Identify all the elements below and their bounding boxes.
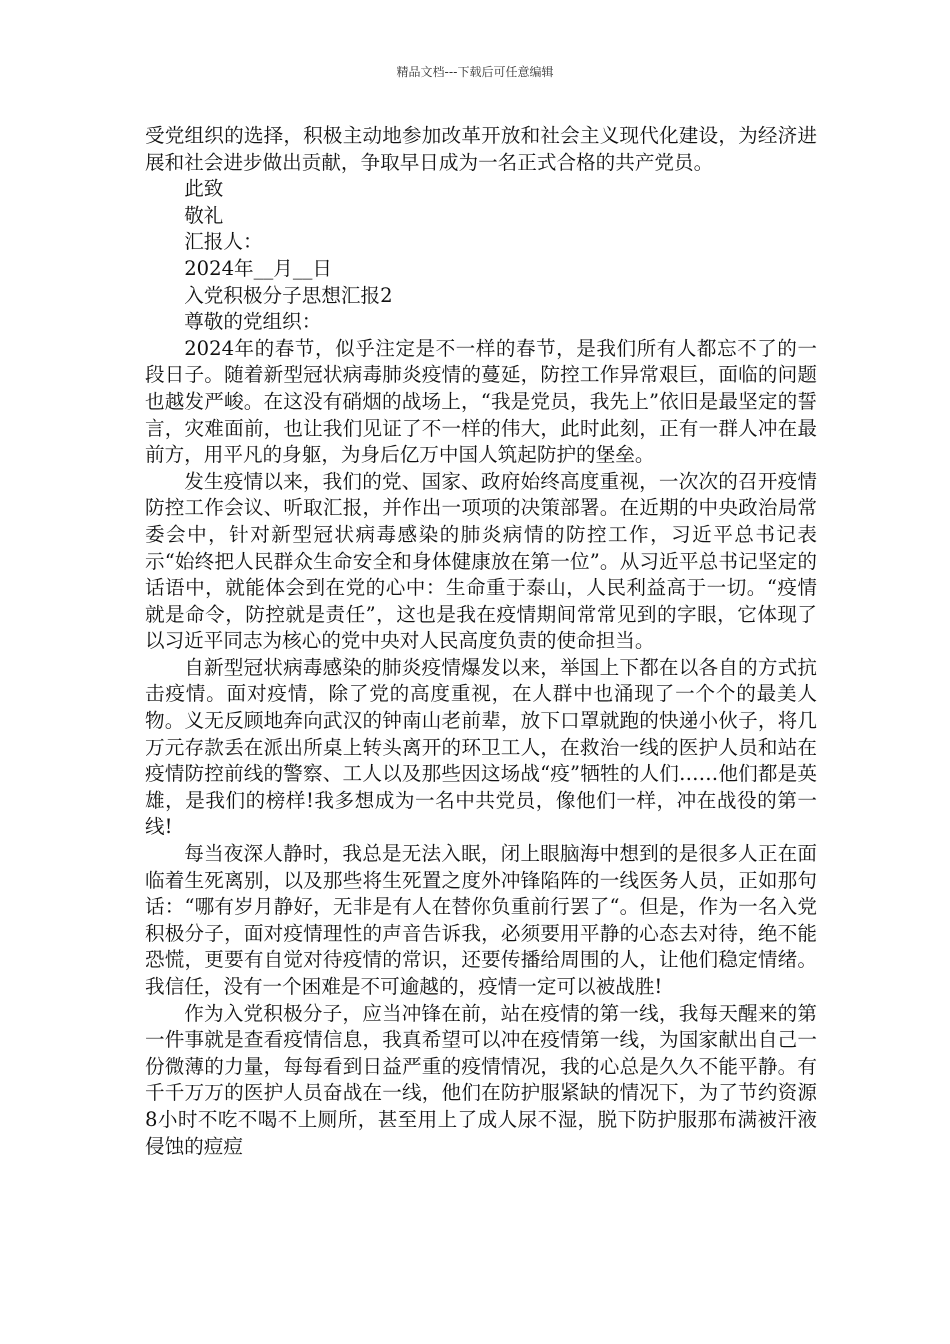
- report-date: 2024年__月__日: [184, 256, 333, 280]
- document-body: [145, 123, 817, 1160]
- paragraph-spring-festival: 2024年的春节，似乎注定是不一样的春节，是我们所有人都忘不了的一段日子。随着新型冠状病毒肺炎疫情的蔓延，防控工作异常艰巨，面临的问题也越发严峻。在这没有硝烟的战场上，“我是党员，我先上”依旧是最坚定的誓言，灾难面前，也让我们见证了不一样的伟大，此时此刻，正有一群人冲在最前方，用平凡的身躯，为身后亿万中国人筑起防护的堡垒。: [145, 336, 817, 467]
- paragraph-reflection: 每当夜深人静时，我总是无法入眠，闭上眼脑海中想到的是很多人正在面临着生死离别，以及那些将生死置之度外冲锋陷阵的一线医务人员，正如那句话：“哪有岁月静好，无非是有人在替你负重前行罢了“。但是，作为一名入党积极分子，面对疫情理性的声音告诉我，必须要用平静的心态去对待，绝不能恐慌，更要有自觉对待疫情的常识，还要传播给周围的人，让他们稳定情绪。我信任，没有一个困难是不可逾越的，疫情一定可以被战胜!: [145, 842, 817, 998]
- section-title: 入党积极分子思想汇报2: [184, 283, 393, 307]
- closing-cizhi: 此致: [184, 177, 224, 201]
- paragraph-1: 受党组织的选择，积极主动地参加改革开放和社会主义现代化建设，为经济进展和社会进步做出贡献，争取早日成为一名正式合格的共产党员。: [145, 124, 817, 174]
- reporter-label: 汇报人：: [184, 230, 263, 254]
- paragraph-heroes: 自新型冠状病毒感染的肺炎疫情爆发以来，举国上下都在以各自的方式抗击疫情。面对疫情，除了党的高度重视，在人群中也涌现了一个个的最美人物。义无反顾地奔向武汉的钟南山老前辈，放下口罩就跑的快递小伙子，将几万元存款丢在派出所桌上转头离开的环卫工人，在救治一线的医护人员和站在疫情防控前线的警察、工人以及那些因这场战“疫”牺牲的人们……他们都是英雄，是我们的榜样!我多想成为一名中共党员，像他们一样，冲在战役的第一线!: [145, 655, 817, 839]
- paragraph-party-response: 发生疫情以来，我们的党、国家、政府始终高度重视，一次次的召开疫情防控工作会议、听取汇报，并作出一项项的决策部署。在近期的中央政治局常委会中，针对新型冠状病毒感染的肺炎病情的防控工作，习近平总书记表示“始终把人民群众生命安全和身体健康放在第一位”。从习近平总书记坚定的话语中，就能体会到在党的心中：生命重于泰山，人民利益高于一切。“疫情就是命令，防控就是责任”，这也是我在疫情期间常常见到的字眼，它体现了以习近平同志为核心的党中央对人民高度负责的使命担当。: [145, 469, 817, 653]
- closing-jingli: 敬礼: [184, 203, 224, 227]
- page-header: 精品文档---下载后可任意编辑: [396, 65, 554, 79]
- paragraph-frontline: 作为入党积极分子，应当冲锋在前，站在疫情的第一线，我每天醒来的第一件事就是查看疫情信息，我真希望可以冲在疫情第一线，为国家献出自己一份微薄的力量，每每看到日益严重的疫情情况，我的心总是久久不能平静。有千千万万的医护人员奋战在一线，他们在防护服紧缺的情况下，为了节约资源8小时不吃不喝不上厕所，甚至用上了成人尿不湿，脱下防护服那布满被汗液侵蚀的痘痘: [145, 1001, 817, 1158]
- salutation: 尊敬的党组织：: [184, 310, 322, 334]
